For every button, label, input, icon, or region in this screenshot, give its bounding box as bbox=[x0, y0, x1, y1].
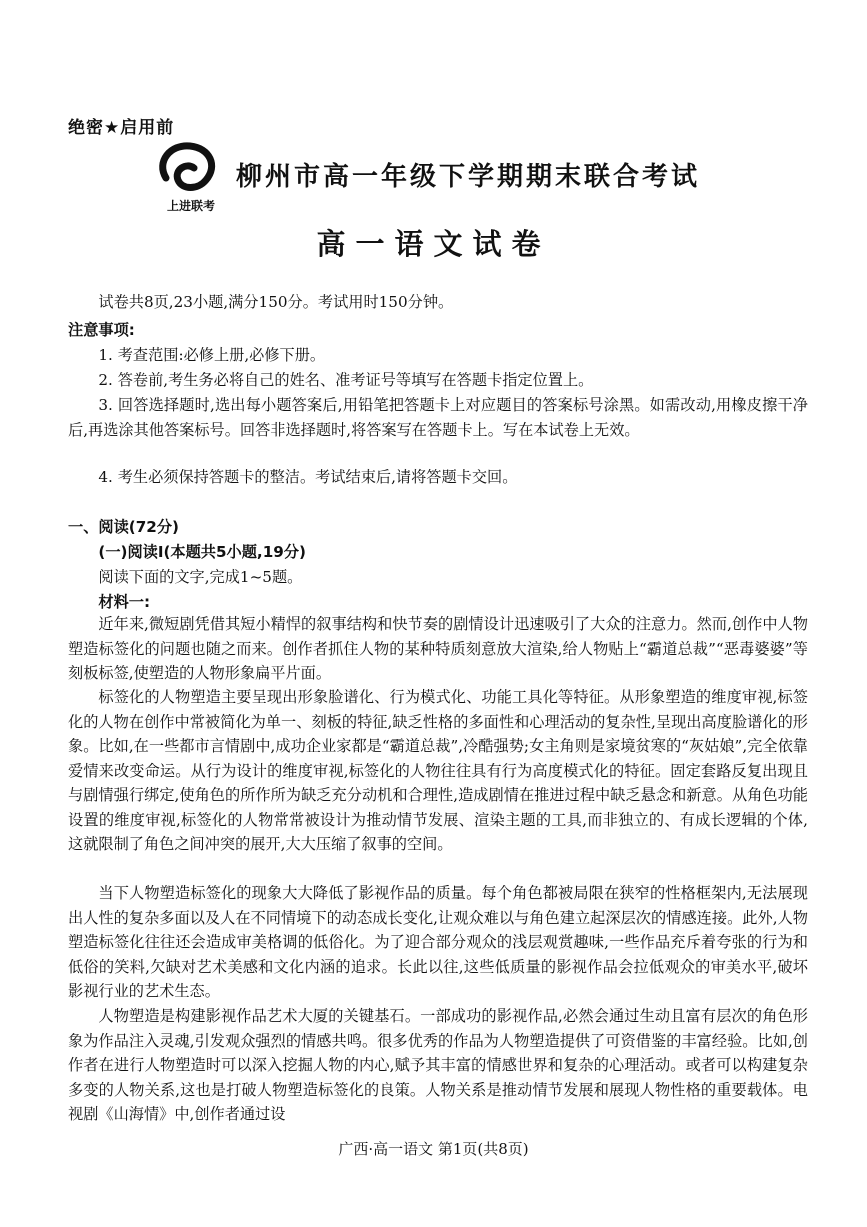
note-item: 2. 答卷前,考生务必将自己的姓名、准考证号等填写在答题卡指定位置上。 bbox=[98, 371, 594, 389]
page-footer: 广西·高一语文 第1页(共8页) bbox=[338, 1140, 529, 1158]
notes-heading: 注意事项: bbox=[68, 321, 135, 339]
exam-intro: 试卷共8页,23小题,满分150分。考试用时150分钟。 bbox=[98, 293, 454, 311]
material-label: 材料一: bbox=[98, 593, 151, 611]
section-instruction: 阅读下面的文字,完成1~5题。 bbox=[98, 568, 303, 586]
note-item: 1. 考查范围:必修上册,必修下册。 bbox=[98, 346, 326, 364]
section-title: 一、阅读(72分) bbox=[68, 518, 179, 536]
swirl-logo-icon bbox=[152, 140, 230, 200]
note-item: 4. 考生必须保持答题卡的整洁。考试结束后,请将答题卡交回。 bbox=[98, 468, 518, 486]
note-item: 3. 回答选择题时,选出每小题答案后,用铅笔把答题卡上对应题目的答案标号涂黑。如需改动,用橡皮擦干净后,再选涂其他答案标号。回答非选择题时,将答案写在答题卡上。写在本试卷上无效。 bbox=[68, 396, 808, 439]
material-paragraph: 当下人物塑造标签化的现象大大降低了影视作品的质量。每个角色都被局限在狭窄的性格框架内,无法展现出人性的复杂多面以及人在不同情境下的动态成长变化,让观众难以与角色建立起深层次的情感连接。此外,人物塑造标签化往往还会造成审美格调的低俗化。为了迎合部分观众的浅层观赏趣味,一些作品充斥着夸张的行为和低俗的笑料,欠缺对艺术美感和文化内涵的追求。长此以往,这些低质量的影视作品会拉低观众的审美水平,破坏影视行业的艺术生态。 bbox=[68, 884, 808, 1000]
material-paragraph: 人物塑造是构建影视作品艺术大厦的关键基石。一部成功的影视作品,必然会通过生动且富有层次的角色形象为作品注入灵魂,引发观众强烈的情感共鸣。很多优秀的作品为人物塑造提供了可资借鉴的丰富经验。比如,创作者在进行人物塑造时可以深入挖掘人物的内心,赋予其丰富的情感世界和复杂的心理活动。或者可以构建复杂多变的人物关系,这也是打破人物塑造标签化的良策。人物关系是推动情节发展和展现人物性格的重要载体。电视剧《山海情》中,创作者通过设 bbox=[68, 1007, 808, 1123]
section-subtitle: (一)阅读Ⅰ(本题共5小题,19分) bbox=[98, 543, 306, 561]
material-paragraph: 标签化的人物塑造主要呈现出形象脸谱化、行为模式化、功能工具化等特征。从形象塑造的维度审视,标签化的人物在创作中常被简化为单一、刻板的特征,缺乏性格的多面性和心理活动的复杂性,呈现出高度脸谱化的形象。比如,在一些都市言情剧中,成功企业家都是“霸道总裁”,冷酷强势;女主角则是家境贫寒的“灰姑娘”,完全依靠爱情来改变命运。从行为设计的维度审视,标签化的人物往往具有行为高度模式化的特征。固定套路反复出现且与剧情强行绑定,使角色的所作所为缺乏充分动机和合理性,造成剧情在推进过程中缺乏悬念和新意。从角色功能设置的维度审视,标签化的人物常常被设计为推动情节发展、渲染主题的工具,而非独立的、有成长逻辑的个体,这就限制了角色之间冲突的展开,大大压缩了叙事的空间。 bbox=[68, 688, 808, 853]
paper-title: 高一语文试卷 bbox=[316, 227, 551, 261]
confidential-mark: 绝密★启用前 bbox=[68, 118, 175, 138]
logo-label: 上进联考 bbox=[166, 199, 215, 213]
exam-logo bbox=[152, 140, 230, 218]
exam-title: 柳州市高一年级下学期期末联合考试 bbox=[236, 162, 701, 192]
material-paragraph: 近年来,微短剧凭借其短小精悍的叙事结构和快节奏的剧情设计迅速吸引了大众的注意力。然而,创作中人物塑造标签化的问题也随之而来。创作者抓住人物的某种特质刻意放大渲染,给人物贴上“霸道总裁”“恶毒婆婆”等刻板标签,使塑造的人物形象扁平片面。 bbox=[68, 615, 808, 682]
